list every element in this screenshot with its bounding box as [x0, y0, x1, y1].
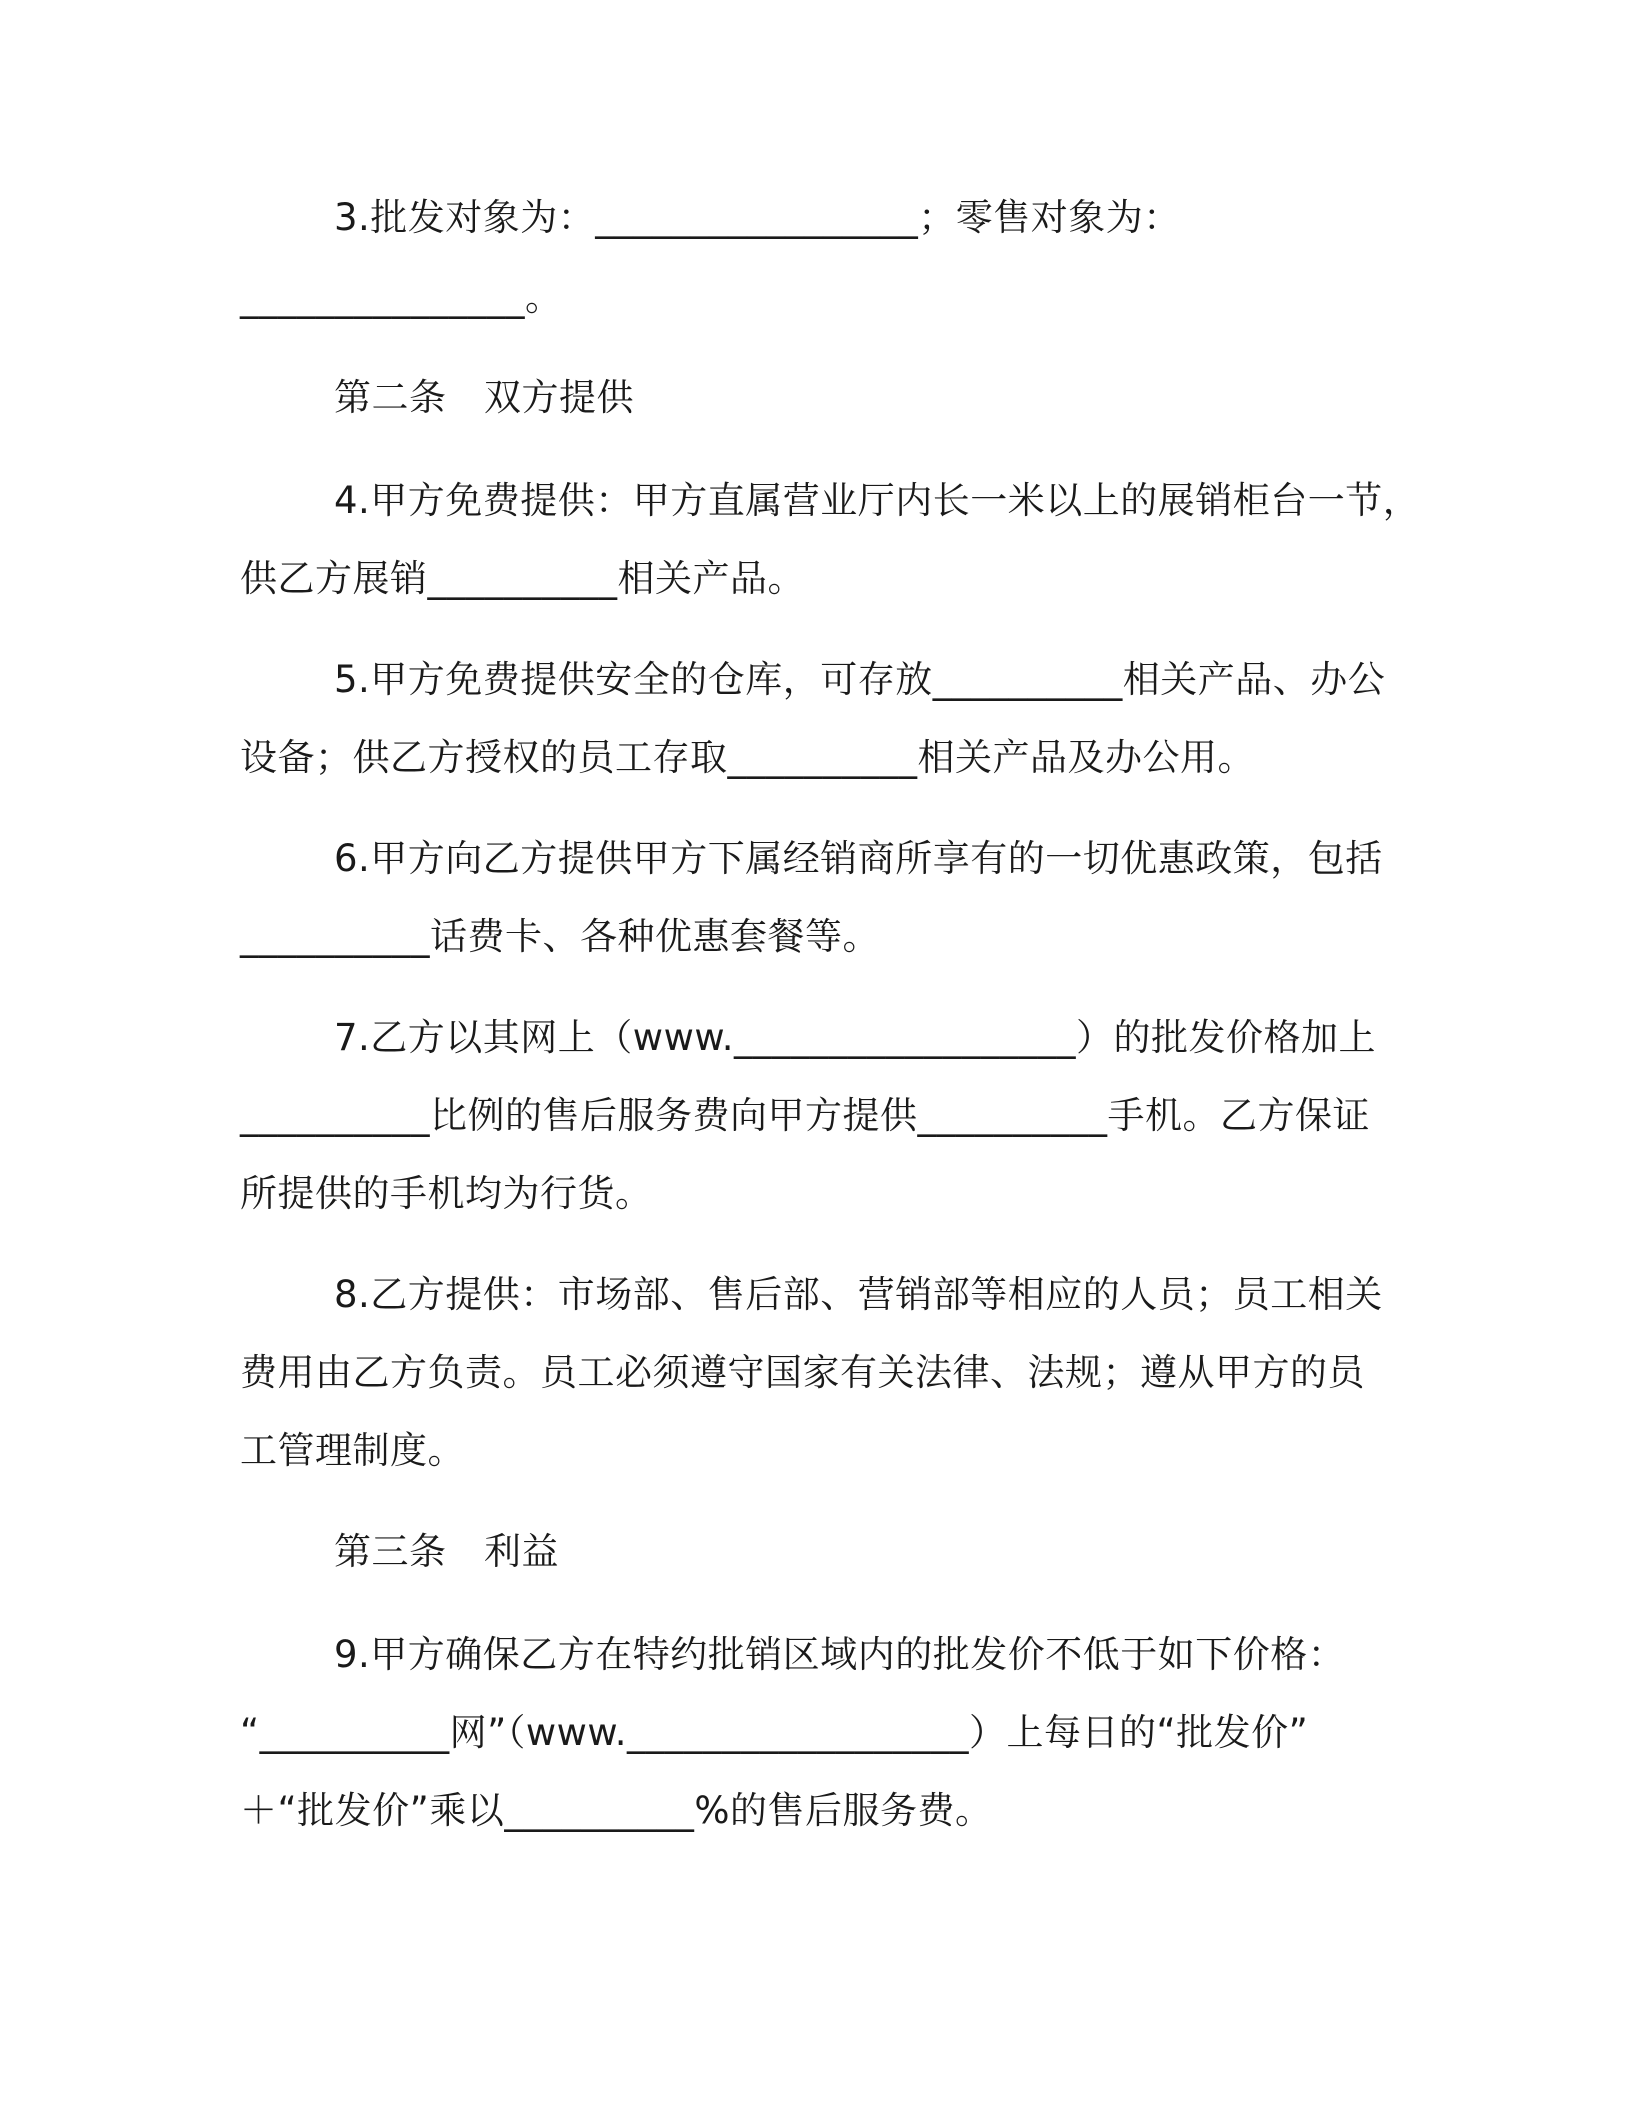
clause-5-line-2: 设备；供乙方授权的员工存取__________相关产品及办公用。: [240, 736, 1255, 779]
clause-5-line-1: 5.甲方免费提供安全的仓库，可存放__________相关产品、办公: [334, 658, 1386, 701]
article-2-heading: 第二条 双方提供: [334, 376, 634, 419]
clause-3-line-2: _______________。: [240, 276, 563, 319]
clause-9-line-2: “__________网”（www.__________________）上每日的“批发价”: [240, 1711, 1309, 1754]
clause-7-line-3: 所提供的手机均为行货。: [240, 1172, 653, 1215]
clause-8-line-2: 费用由乙方负责。员工必须遵守国家有关法律、法规；遵从甲方的员: [240, 1351, 1365, 1394]
clause-3-line-1: 3.批发对象为：_________________；零售对象为：: [334, 196, 1181, 239]
clause-9-line-1: 9.甲方确保乙方在特约批销区域内的批发价不低于如下价格：: [334, 1633, 1346, 1676]
clause-4-line-1: 4.甲方免费提供：甲方直属营业厅内长一米以上的展销柜台一节，: [334, 479, 1421, 522]
clause-6-line-2: __________话费卡、各种优惠套餐等。: [240, 915, 880, 958]
clause-9-line-3: ＋“批发价”乘以__________%的售后服务费。: [240, 1789, 993, 1832]
clause-8-line-1: 8.乙方提供：市场部、售后部、营销部等相应的人员；员工相关: [334, 1273, 1383, 1316]
clause-7-line-1: 7.乙方以其网上（www.__________________）的批发价格加上: [334, 1016, 1376, 1059]
clause-6-line-1: 6.甲方向乙方提供甲方下属经销商所享有的一切优惠政策，包括: [334, 837, 1383, 880]
clause-4-line-2: 供乙方展销__________相关产品。: [240, 557, 805, 600]
clause-7-line-2: __________比例的售后服务费向甲方提供__________手机。乙方保证: [240, 1094, 1370, 1137]
clause-8-line-3: 工管理制度。: [240, 1429, 465, 1472]
article-3-heading: 第三条 利益: [334, 1530, 559, 1573]
